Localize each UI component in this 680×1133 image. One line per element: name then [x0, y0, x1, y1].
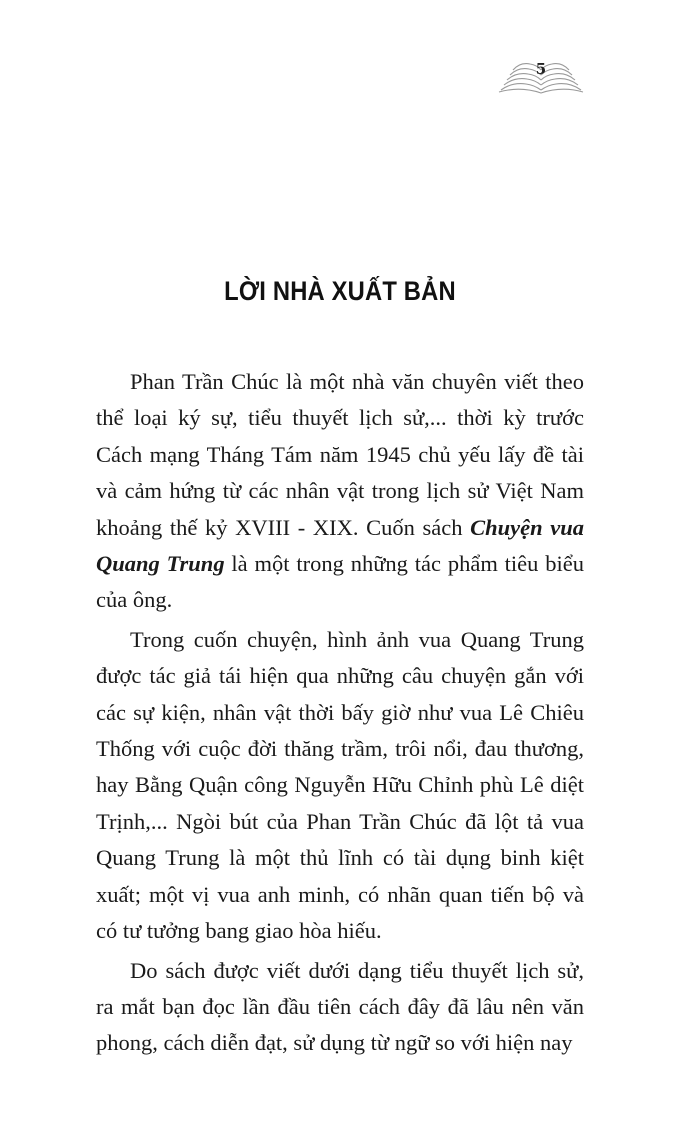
page-number-badge: [498, 52, 584, 96]
body-text: [96, 364, 584, 1065]
paragraph: Do sách được viết dưới dạng tiểu thuyết lịch sử, ra mắt bạn đọc lần đầu tiên cách đây đã lâu nên văn phong, cách diễn đạt, sử dụng từ ngữ so với hiện nay: [96, 957, 584, 1056]
paragraph-text: là một trong những tác phẩm tiêu biểu của ông.: [96, 551, 585, 613]
paragraph-text: Phan Trần Chúc là một nhà văn chuyên viết theo thể loại ký sự, tiểu thuyết lịch sử,... thời kỳ trước Cách mạng Tháng Tám năm 1945 chủ yếu lấy đề tài và cảm hứng từ các nhân vật trong lịch sử Việt Nam khoảng thế kỷ XVIII - XIX. Cuốn sách: [96, 369, 584, 540]
book-title-emphasis: Chuyện vua Quang Trung: [96, 514, 584, 577]
paragraph: Trong cuốn chuyện, hình ảnh vua Quang Trung được tác giả tái hiện qua những câu chuyện gắn với các sự kiện, nhân vật thời bấy giờ như vua Lê Chiêu Thống với cuộc đời thăng trầm, trôi nổi, đau thương, hay Bằng Quận công Nguyễn Hữu Chỉnh phù Lê diệt Trịnh,... Ngòi bút của Phan Trần Chúc đã lột tả vua Quang Trung là một thủ lĩnh có tài dụng binh kiệt xuất; một vị vua anh minh, có nhãn quan tiến bộ và có tư tưởng bang giao hòa hiếu.: [96, 626, 584, 944]
page-title: LỜI NHÀ XUẤT BẢN: [224, 276, 456, 306]
page-number: 5: [535, 60, 547, 78]
paragraph: [96, 364, 584, 619]
